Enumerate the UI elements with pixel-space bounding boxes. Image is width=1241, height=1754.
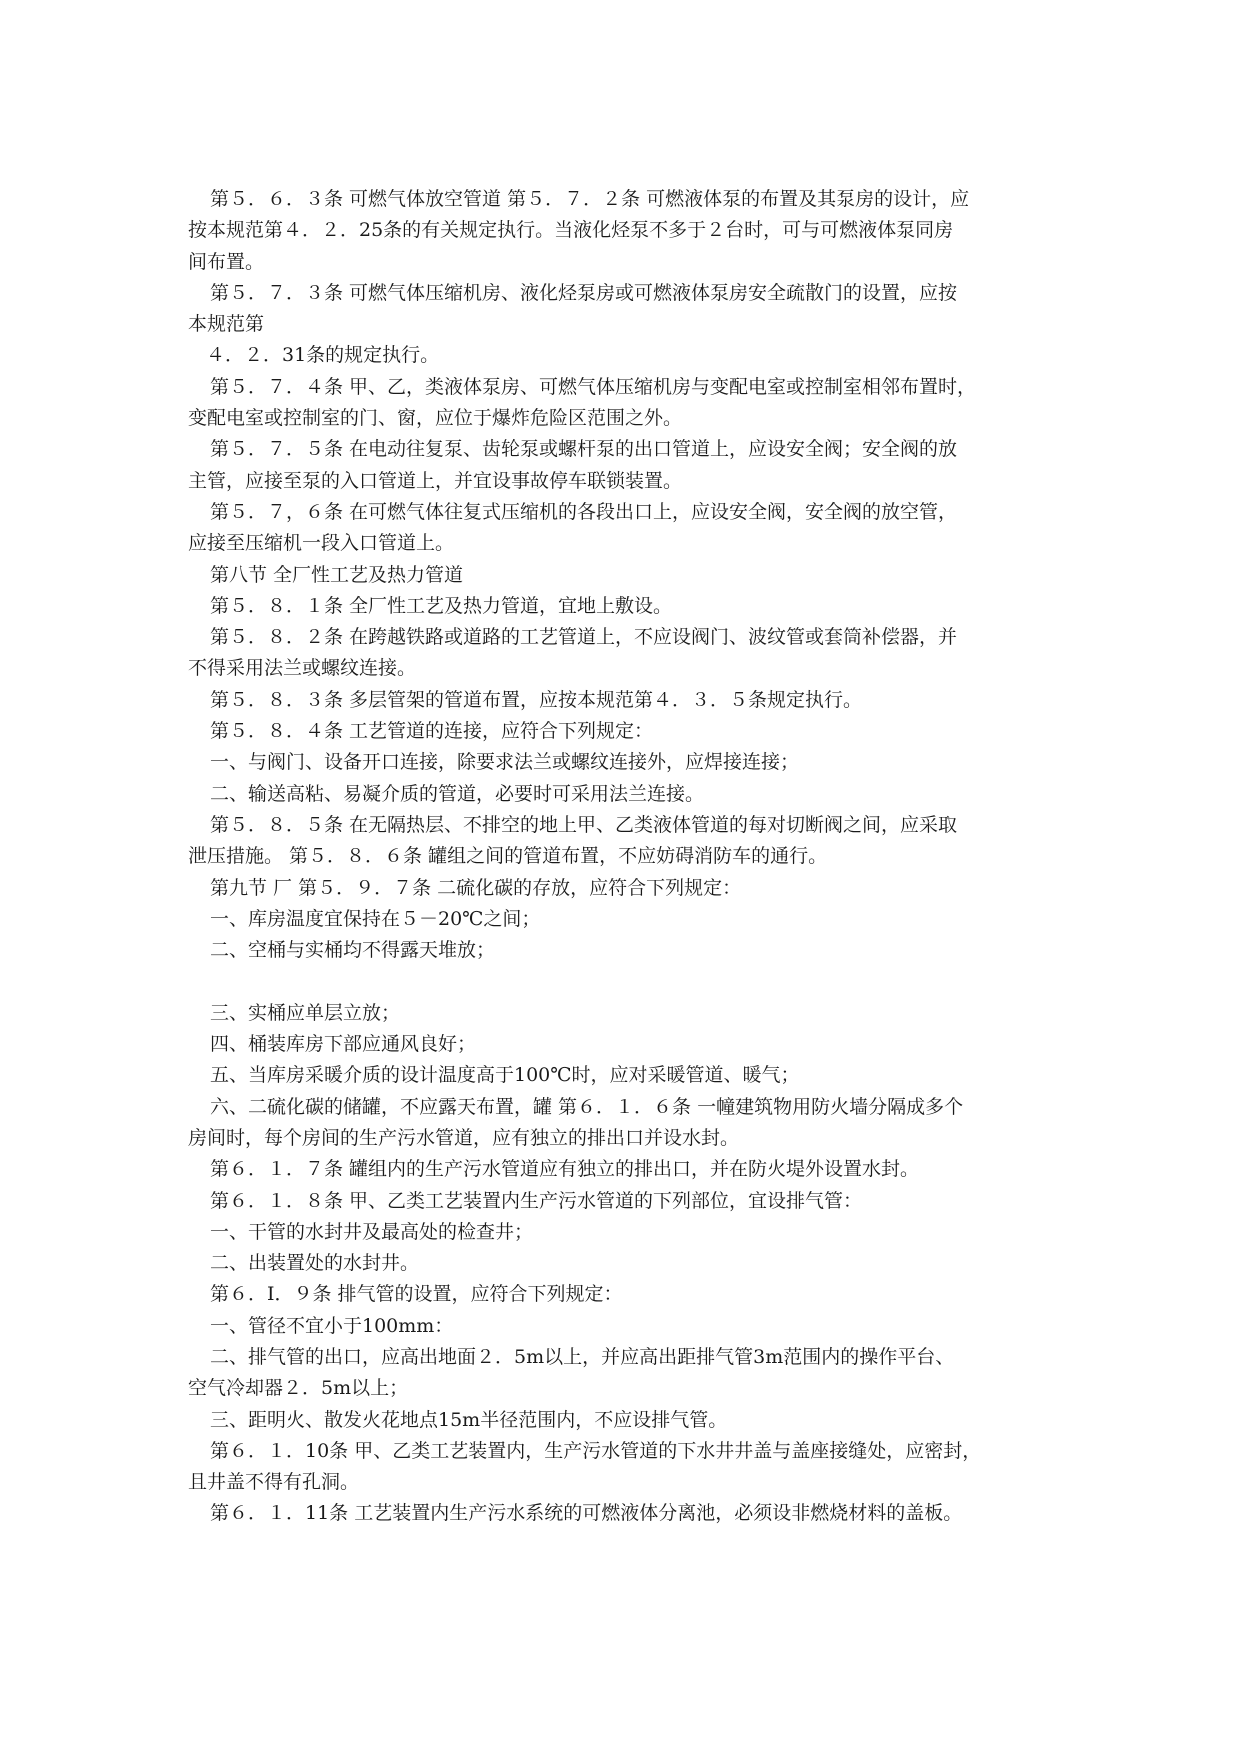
document-body bbox=[188, 184, 1068, 1530]
text-line: 主管，应接至泵的入口管道上，并宜设事故停车联锁装置。 bbox=[188, 469, 683, 492]
text-line: 第九节 厂 第５．９．７条 二硫化碳的存放，应符合下列规定： bbox=[210, 876, 742, 899]
text-line: 第６．１．７条 罐组内的生产污水管道应有独立的排出口，并在防火堤外设置水封。 bbox=[210, 1158, 920, 1181]
text-line: 第５．７．４条 甲、乙，类液体泵房、可燃气体压缩机房与变配电室或控制室相邻布置时， bbox=[210, 375, 977, 398]
text-line: 泄压措施。 第５．８．６条 罐组之间的管道布置，不应妨碍消防车的通行。 bbox=[188, 845, 828, 868]
text-line: 二、排气管的出口，应高出地面２．5m以上，并应高出距排气管3m范围内的操作平台、 bbox=[210, 1345, 955, 1368]
text-line: 三、实桶应单层立放； bbox=[210, 1001, 401, 1024]
text-line: 四、桶装库房下部应通风良好； bbox=[210, 1033, 477, 1056]
blank-line bbox=[188, 966, 1068, 997]
text-line: ４．２．31条的规定执行。 bbox=[206, 344, 440, 367]
text-line: 一、管径不宜小于100mm： bbox=[210, 1314, 454, 1337]
text-line: 第６．１．８条 甲、乙类工艺装置内生产污水管道的下列部位，宜设排气管： bbox=[210, 1189, 863, 1212]
text-line: 六、二硫化碳的储罐，不应露天布置，罐 第６．１．６条 一幢建筑物用防火墙分隔成多个 bbox=[210, 1095, 964, 1118]
text-line: 第５．８．３条 多层管架的管道布置，应按本规范第４．３．５条规定执行。 bbox=[210, 688, 863, 711]
text-line: 第５．８．４条 工艺管道的连接，应符合下列规定： bbox=[210, 720, 654, 743]
text-line: 第５．７，６条 在可燃气体往复式压缩机的各段出口上，应设安全阀，安全阀的放空管， bbox=[210, 500, 958, 523]
text-line: 第５．６．３条 可燃气体放空管道 第５．７．２条 可燃液体泵的布置及其泵房的设计，应 bbox=[210, 188, 970, 210]
text-line: 二、空桶与实桶均不得露天堆放； bbox=[210, 939, 496, 962]
text-line: 第５．８．１条 全厂性工艺及热力管道，宜地上敷设。 bbox=[210, 594, 673, 617]
text-line: 五、当库房采暖介质的设计温度高于100℃时，应对采暖管道、暖气； bbox=[210, 1064, 800, 1087]
text-line: 一、干管的水封井及最高处的检查井； bbox=[210, 1220, 534, 1243]
text-line: 二、输送高粘、易凝介质的管道，必要时可采用法兰连接。 bbox=[210, 782, 705, 805]
text-line: 第５．８．２条 在跨越铁路或道路的工艺管道上，不应设阀门、波纹管或套筒补偿器，并 bbox=[210, 626, 958, 649]
text-line: 空气冷却器２．5m以上； bbox=[188, 1377, 409, 1400]
text-line: 第５．７．５条 在电动往复泵、齿轮泵或螺杆泵的出口管道上，应设安全阀；安全阀的放 bbox=[210, 438, 958, 461]
text-line: 按本规范第４．２．25条的有关规定执行。当液化烃泵不多于２台时，可与可燃液体泵同房 bbox=[188, 219, 954, 242]
text-line: 第八节 全厂性工艺及热力管道 bbox=[210, 563, 464, 586]
text-line: 二、出装置处的水封井。 bbox=[210, 1252, 420, 1275]
text-line: 三、距明火、散发火花地点15m半径范围内，不应设排气管。 bbox=[210, 1408, 728, 1431]
text-line: 本规范第 bbox=[188, 313, 265, 336]
text-line: 应接至压缩机一段入口管道上。 bbox=[188, 532, 455, 555]
text-line: 一、库房温度宜保持在５－20℃之间； bbox=[210, 907, 541, 930]
text-line: 房间时，每个房间的生产污水管道，应有独立的排出口并设水封。 bbox=[188, 1126, 740, 1149]
text-line: 第５．８．５条 在无隔热层、不排空的地上甲、乙类液体管道的每对切断阀之间，应采取 bbox=[210, 813, 958, 836]
text-line: 且井盖不得有孔洞。 bbox=[188, 1471, 360, 1494]
text-line: 第５．７．３条 可燃气体压缩机房、液化烃泵房或可燃液体泵房安全疏散门的设置，应按 bbox=[210, 281, 958, 304]
text-line: 一、与阀门、设备开口连接，除要求法兰或螺纹连接外，应焊接连接； bbox=[210, 751, 800, 774]
text-line: 间布置。 bbox=[188, 250, 265, 273]
text-line: 变配电室或控制室的门、窗，应位于爆炸危险区范围之外。 bbox=[188, 407, 683, 430]
text-line: 第６．I．９条 排气管的设置，应符合下列规定： bbox=[210, 1283, 623, 1306]
text-line: 第６．１．10条 甲、乙类工艺装置内，生产污水管道的下水井井盖与盖座接缝处，应密封， bbox=[210, 1439, 982, 1462]
text-line: 不得采用法兰或螺纹连接。 bbox=[188, 657, 417, 680]
text-line: 第６．１．11条 工艺装置内生产污水系统的可燃液体分离池，必须设非燃烧材料的盖板。 bbox=[210, 1502, 963, 1525]
